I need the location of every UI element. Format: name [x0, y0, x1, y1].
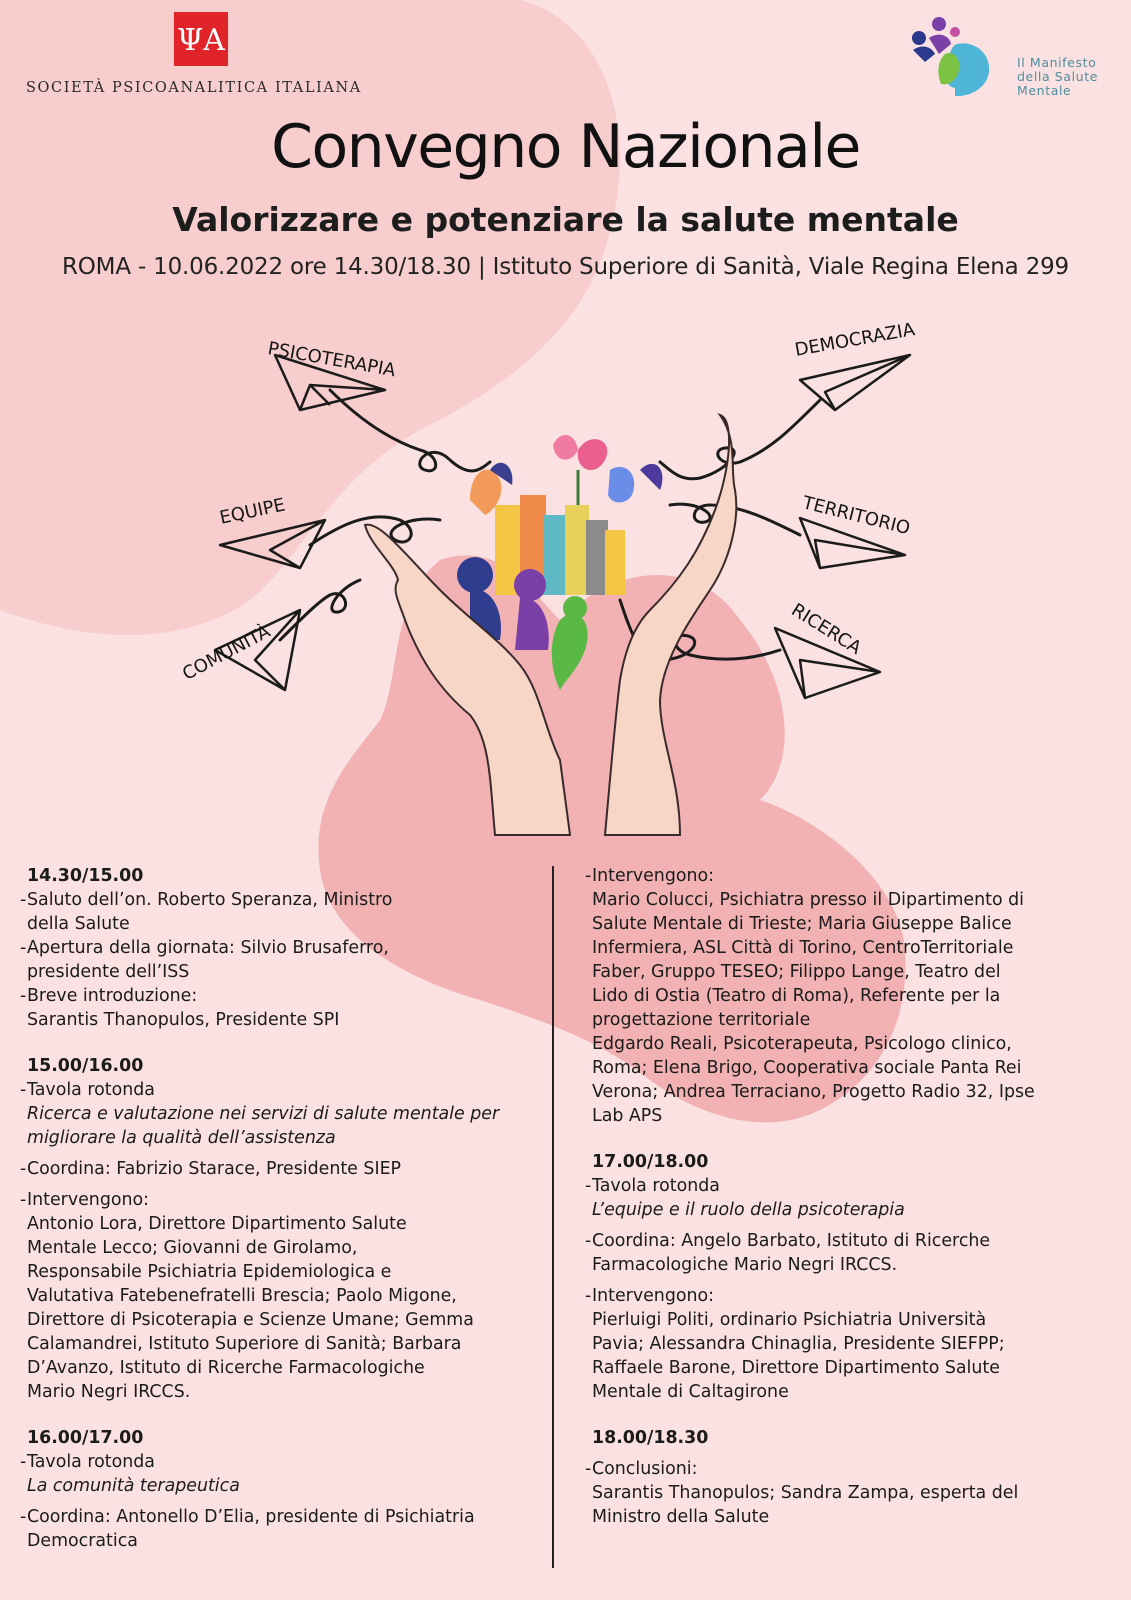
- page-title: Convegno Nazionale: [271, 112, 860, 182]
- session-topic: La comunità terapeutica: [27, 1476, 240, 1496]
- svg-text:ΨΑ: ΨΑ: [177, 23, 225, 58]
- session-5: 18.00/18.30 - Conclusioni: Sarantis Thanopulos; Sandra Zampa, esperta del Ministro della Salute: [585, 1426, 1115, 1529]
- event-location: ROMA - 10.06.2022 ore 14.30/18.30 | Istituto Superiore di Sanità, Viale Regina Elena 299: [62, 254, 1069, 280]
- word-territorio: TERRITORIO: [800, 492, 913, 540]
- spi-name: SOCIETÀ PSICOANALITICA ITALIANA: [26, 80, 362, 96]
- session-3-speakers: - Intervengono: Mario Colucci, Psichiatra presso il Dipartimento di Salute Mentale di Trieste; Maria Giuseppe Balice Infermiera, ASL Città di Torino, CentroTerritoriale Faber, Gruppo TESEO; Filippo Lange, Teatro del Lido di Ostia (Teatro di Roma), Referente per la progettazione territoriale Edgardo Reali, Psicoterapeuta, Psicologo clinico, Roma; Elena Brigo, Cooperativa sociale Panta Rei Verona; Andrea Terraciano, Progetto Radio 32, Ipse Lab APS: [585, 864, 1115, 1128]
- session-1: 14.30/15.00 - Saluto dell’on. Roberto Speranza, Ministro della Salute - Apertura della giornata: Silvio Brusaferro, presidente dell’ISS - Breve introduzione: Sarantis Thanopulos, Presidente SPI: [20, 864, 540, 1032]
- speakers: Intervengono: Mario Colucci, Psichiatra presso il Dipartimento di Salute Mentale di Trieste; Maria Giuseppe Balice Infermiera, ASL Città di Torino, CentroTerritoriale Faber, Gruppo TESEO; Filippo Lange, Teatro del Lido di Ostia (Teatro di Roma), Referente per la progettazione territoriale Edgardo Reali, Psicoterapeuta, Psicologo clinico, Roma; Elena Brigo, Cooperativa sociale Panta Rei Verona; Andrea Terraciano, Progetto Radio 32, Ipse Lab APS: [592, 866, 1035, 1126]
- session-type: Tavola rotonda: [27, 1080, 155, 1100]
- hands-illustration: [0, 300, 1131, 860]
- session-type: Tavola rotonda: [592, 1176, 720, 1196]
- session-time: 17.00/18.00: [592, 1152, 709, 1172]
- introduction-item: Breve introduzione: Sarantis Thanopulos, Presidente SPI: [27, 986, 340, 1030]
- coordinator: Coordina: Fabrizio Starace, Presidente SIEP: [27, 1159, 402, 1179]
- session-topic: L’equipe e il ruolo della psicoterapia: [592, 1200, 905, 1220]
- session-time: 14.30/15.00: [27, 866, 144, 886]
- welcome-item: Saluto dell’on. Roberto Speranza, Ministro della Salute: [27, 890, 393, 934]
- manifesto-logo-icon: [905, 14, 1005, 100]
- word-comunita: COMUNITÀ: [179, 621, 274, 685]
- coordinator: Coordina: Antonello D’Elia, presidente di Psichiatria Democratica: [27, 1507, 475, 1551]
- page-subtitle: Valorizzare e potenziare la salute mentale: [172, 200, 959, 239]
- speakers: Intervengono: Antonio Lora, Direttore Dipartimento Salute Mentale Lecco; Giovanni de Girolamo, Responsabile Psichiatria Epidemiologica e Valutativa Fatebenefratelli Brescia; Paolo Migone, Direttore di Psicoterapia e Scienze Umane; Gemma Calamandrei, Istituto Superiore di Sanità; Barbara D’Avanzo, Istituto di Ricerche Farmacologiche Mario Negri IRCCS.: [27, 1190, 474, 1402]
- session-time: 18.00/18.30: [592, 1428, 709, 1448]
- spi-logo: [174, 12, 228, 66]
- session-topic: Ricerca e valutazione nei servizi di salute mentale per migliorare la qualità dell’assistenza: [27, 1104, 500, 1148]
- word-ricerca: RICERCA: [787, 599, 865, 659]
- session-type: Tavola rotonda: [27, 1452, 155, 1472]
- speakers: Intervengono: Pierluigi Politi, ordinario Psichiatria Università Pavia; Alessandra Chinaglia, Presidente SIEFPP; Raffaele Barone, Direttore Dipartimento Salute Mentale di Caltagirone: [592, 1286, 1005, 1402]
- session-2: 15.00/16.00 - Tavola rotonda Ricerca e valutazione nei servizi di salute mentale per migliorare la qualità dell’assistenza - Coordina: Fabrizio Starace, Presidente SIEP - Intervengono: Antonio Lora, Direttore Dipartimento Salute Mentale Lecco; Giovanni de Girolamo, Responsabile Psichiatria Epidemiologica e Valutativa Fatebenefratelli Brescia; Paolo Migone, Direttore di Psicoterapia e Scienze Umane; Gemma Calamandrei, Istituto Superiore di Sanità; Barbara D’Avanzo, Istituto di Ricerche Farmacologiche Mario Negri IRCCS.: [20, 1054, 540, 1404]
- psi-alpha-icon: [174, 12, 228, 66]
- conclusions: Conclusioni: Sarantis Thanopulos; Sandra Zampa, esperta del Ministro della Salute: [592, 1459, 1019, 1527]
- word-psicoterapia: PSICOTERAPIA: [266, 338, 398, 382]
- session-3: 16.00/17.00 - Tavola rotonda La comunità terapeutica - Coordina: Antonello D’Elia, presidente di Psichiatria Democratica: [20, 1426, 540, 1553]
- word-democrazia: DEMOCRAZIA: [793, 319, 917, 361]
- manifesto-name: Il Manifesto della Salute Mentale: [1017, 55, 1098, 98]
- opening-item: Apertura della giornata: Silvio Brusaferro, presidente dell’ISS: [27, 938, 389, 982]
- session-time: 16.00/17.00: [27, 1428, 144, 1448]
- coordinator: Coordina: Angelo Barbato, Istituto di Ricerche Farmacologiche Mario Negri IRCCS.: [592, 1231, 991, 1275]
- column-divider: [552, 866, 554, 1568]
- program-right-column: [585, 864, 1115, 1529]
- word-equipe: EQUIPE: [217, 494, 288, 529]
- session-4: 17.00/18.00 - Tavola rotonda L’equipe e il ruolo della psicoterapia - Coordina: Angelo Barbato, Istituto di Ricerche Farmacologiche Mario Negri IRCCS. - Intervengono: Pierluigi Politi, ordinario Psichiatria Università Pavia; Alessandra Chinaglia, Presidente SIEFPP; Raffaele Barone, Direttore Dipartimento Salute Mentale di Caltagirone: [585, 1150, 1115, 1404]
- session-time: 15.00/16.00: [27, 1056, 144, 1076]
- program-left-column: [20, 864, 540, 1553]
